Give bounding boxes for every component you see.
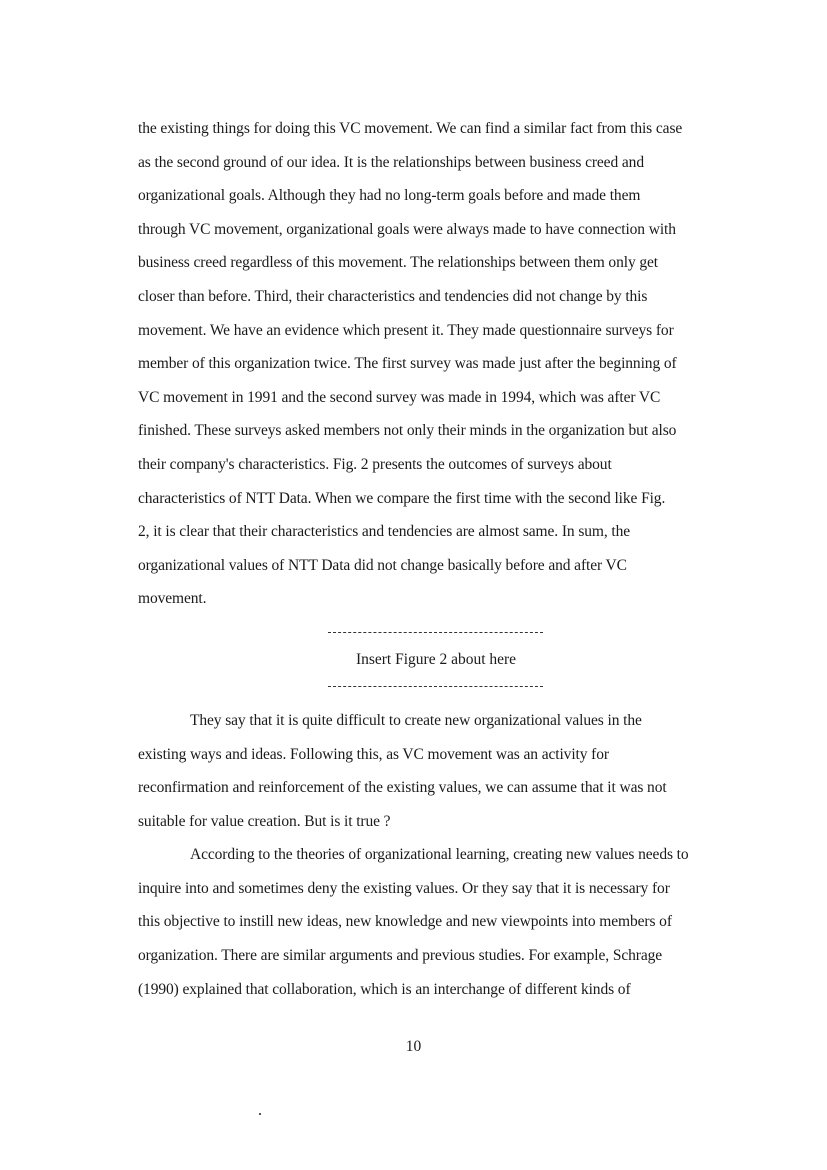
text-line: (1990) explained that collaboration, which is an interchange of different kinds of	[138, 980, 631, 998]
paragraph-2	[138, 704, 738, 838]
text-line: their company's characteristics. Fig. 2 presents the outcomes of surveys about	[138, 455, 612, 473]
page-number: 10	[405, 1038, 422, 1055]
text-line: as the second ground of our idea. It is the relationships between business creed and	[138, 153, 644, 171]
scan-speck	[259, 1113, 261, 1115]
text-line: existing ways and ideas. Following this, as VC movement was an activity for	[138, 745, 609, 763]
text-line: reconfirmation and reinforcement of the existing values, we can assume that it was not	[138, 779, 667, 797]
text-line: VC movement in 1991 and the second survey was made in 1994, which was after VC	[138, 388, 661, 406]
text-line: the existing things for doing this VC movement. We can find a similar fact from this case	[138, 120, 683, 137]
paragraph-3	[138, 838, 738, 1006]
text-line: characteristics of NTT Data. When we compare the first time with the second like Fig.	[138, 489, 666, 507]
text-line: organizational values of NTT Data did not change basically before and after VC	[138, 556, 627, 574]
text-line: finished. These surveys asked members not only their minds in the organization but also	[138, 422, 677, 440]
text-line: movement. We have an evidence which present it. They made questionnaire surveys for	[138, 321, 674, 339]
text-line: suitable for value creation. But is it true ?	[138, 812, 391, 830]
dashed-rule-bottom	[138, 682, 738, 698]
figure-placeholder-note: Insert Figure 2 about here	[355, 650, 517, 668]
paragraph-1	[138, 112, 738, 616]
text-line: member of this organization twice. The first survey was made just after the beginning of	[138, 355, 677, 373]
dashed-line	[328, 686, 543, 687]
dashed-rule-top	[138, 628, 738, 644]
text-line: 2, it is clear that their characteristics and tendencies are almost same. In sum, the	[138, 523, 631, 541]
text-line: business creed regardless of this movement. The relationships between them only get	[138, 254, 659, 272]
page-body	[138, 112, 738, 1006]
dashed-line	[328, 632, 543, 633]
text-line: closer than before. Third, their characteristics and tendencies did not change by this	[138, 287, 648, 305]
text-line: They say that it is quite difficult to create new organizational values in the	[190, 711, 642, 729]
text-line: movement.	[138, 590, 207, 608]
text-line: organizational goals. Although they had no long-term goals before and made them	[138, 187, 641, 205]
text-line: organization. There are similar arguments and previous studies. For example, Schrage	[138, 947, 663, 965]
text-line: this objective to instill new ideas, new knowledge and new viewpoints into members of	[138, 913, 672, 931]
text-line: According to the theories of organizational learning, creating new values needs to	[190, 846, 689, 864]
text-line: through VC movement, organizational goals were always made to have connection with	[138, 220, 676, 238]
text-line: inquire into and sometimes deny the existing values. Or they say that it is necessary for	[138, 879, 670, 897]
